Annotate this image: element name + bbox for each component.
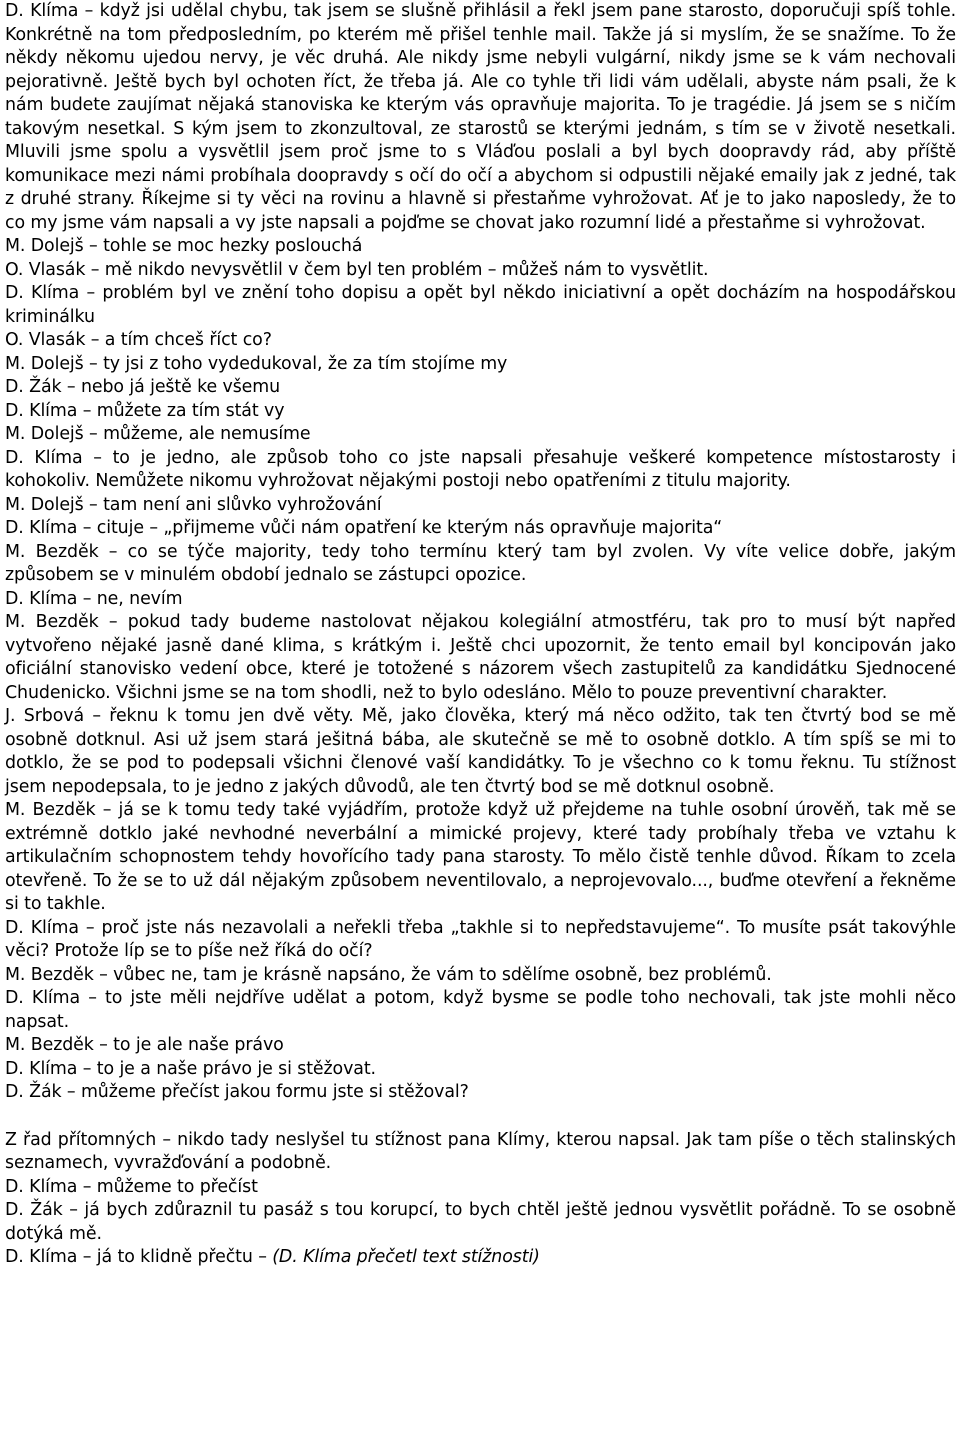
paragraph-text: – to je a naše právo je si stěžovat.: [77, 1058, 376, 1079]
paragraph-text: – tohle se moc hezky poslouchá: [83, 236, 363, 256]
paragraph-text: – já bych zdůraznil tu pasáž s tou korupcí, to bych chtěl ještě jednou vysvětlit pořádně. To se osobně dotýká mě.: [5, 1200, 956, 1244]
speaker-name: D. Klíma: [5, 1058, 78, 1079]
transcript-paragraph: [5, 235, 956, 259]
speaker-name: M. Bezděk: [5, 612, 99, 632]
transcript-paragraph: [5, 964, 956, 988]
speaker-name: D. Klíma: [5, 1176, 78, 1197]
speaker-name: M. Bezděk: [5, 800, 96, 820]
speaker-name: D. Klíma: [5, 588, 78, 609]
paragraph-text: – ty jsi z toho vydedukoval, že za tím stojíme my: [83, 353, 508, 374]
transcript-paragraph: [5, 494, 956, 518]
paragraph-text: – vůbec ne, tam je krásně napsáno, že vám to sdělíme osobně, bez problémů.: [93, 964, 772, 985]
speaker-name: J. Srbová: [5, 706, 85, 726]
transcript-paragraph: [5, 1246, 956, 1270]
transcript-paragraph: [5, 423, 956, 447]
transcript-paragraph: [5, 1129, 956, 1176]
speaker-name: D. Klíma: [5, 1, 79, 21]
paragraph-text: – můžeme přečíst jakou formu jste si stěžoval?: [61, 1082, 469, 1102]
paragraph-text: – můžete za tím stát vy: [77, 400, 285, 421]
paragraph-text: – cituje – „přijmeme vůči nám opatření ke kterým nás opravňuje majorita“: [77, 518, 723, 538]
paragraph-text: – když jsi udělal chybu, tak jsem se slušně přihlásil a řekl jsem pane starosto, doporučuji spíš tohle. Konkrétně na tom předposledním, po kterém mě přišel tenhle mail. Takže já si myslím, že se snažíme. To že někdy někomu ujedou nervy, je věc druhá. Ale nikdy jsme nebyli vulgární, nikdy jsme se k vám nechovali pejorativně. Ještě bych byl ochoten říct, že třeba já. Ale co tyhle tři lidi vám udělali, abyste nám psali, že k nám budete zaujímat nějaká stanoviska ke kterým vás opravňuje majorita. To je tragédie. Já jsem se s ničím takovým nesetkal. S kým jsem to zkonzultoval, ze starostů se kterými jednám, s tím se v životě nesetkali. Mluvili jsme spolu a vysvětlil jsem proč jsme to s Vláďou poslali a byl bych doopravdy rád, aby příště komunikace mezi námi probíhala doopravdy s očí do očí a abychom si odpustili nějaké emaily jak z jedné, tak z druhé strany. Říkejme si ty věci na rovinu a hlavně si přestaňme vyhrožovat. Ať je to jako naposledy, že to co my jsme vám napsali a vy jste napsali a pojďme se chovat jako rozumní lidé a přestaňme si vyhrožovat.: [5, 1, 956, 233]
transcript-paragraph: [5, 1199, 956, 1246]
paragraph-text: – ne, nevím: [77, 588, 183, 609]
stage-note: (D. Klíma přečetl text stížnosti): [272, 1247, 540, 1267]
transcript-paragraph: [5, 799, 956, 917]
paragraph-text: – můžeme to přečíst: [77, 1176, 258, 1197]
speaker-name: M. Dolejš: [5, 424, 84, 444]
transcript-paragraph: [5, 1034, 956, 1058]
transcript-paragraph: [5, 329, 956, 353]
speaker-name: O. Vlasák: [5, 330, 86, 350]
paragraph-text: – to je jedno, ale způsob toho co jste napsali přesahuje veškeré kompetence místostarosty i kohokoliv. Nemůžete nikomu vyhrožovat nějakými postoji nebo opatřeními z titulu majority.: [5, 447, 957, 491]
transcript-paragraph: [5, 0, 956, 235]
speaker-name: D. Žák: [5, 1082, 62, 1102]
paragraph-text: – tam není ani slůvko vyhrožování: [83, 494, 382, 515]
transcript-paragraph: [5, 400, 956, 424]
speaker-name: D. Klíma: [5, 988, 81, 1008]
paragraph-text: – problém byl ve znění toho dopisu a opět byl někdo iniciativní a opět docházím na hospodářskou kriminálku: [5, 283, 957, 327]
speaker-name: D. Klíma: [5, 1247, 78, 1267]
speaker-name: M. Dolejš: [5, 236, 84, 256]
transcript-paragraph: [5, 1081, 956, 1105]
transcript-paragraph: [5, 917, 956, 964]
speaker-name: D. Žák: [5, 377, 62, 397]
transcript-paragraph: [5, 588, 956, 612]
speaker-name: D. Klíma: [5, 447, 83, 468]
paragraph-text: – mě nikdo nevysvětlil v čem byl ten problém – můžeš nám to vysvětlit.: [85, 259, 709, 280]
speaker-name: M. Bezděk: [5, 964, 94, 985]
paragraph-text: – já se k tomu tedy také vyjádřím, protože když už přejdeme na tuhle osobní úrověň, tak mě se extrémně dotklo jaké nevhodné neverbální a mimické projevy, které tady probíhaly třeba ve vztahu k artikulačním schopnostem tehdy hovořícího tady pana starosty. To mělo čistě tenhle důvod. Říkam to zcela otevřeně. To že se to už dál nějakým způsobem neventilovalo, a neprojevovalo..., buďme otevření a řekněme si to takhle.: [5, 800, 956, 914]
paragraph-text: – to jste měli nejdříve udělat a potom, když bysme se podle toho nechovali, tak jste mohli něco napsat.: [5, 988, 957, 1032]
transcript-paragraph: [5, 353, 956, 377]
transcript-paragraph: [5, 259, 956, 283]
paragraph-text: – a tím chceš říct co?: [85, 330, 272, 350]
speaker-name: D. Klíma: [5, 400, 78, 421]
paragraph-text: – řeknu k tomu jen dvě věty. Mě, jako člověka, který má něco odžito, tak ten čtvrtý bod se mě osobně dotknul. Asi už jsem stará ješitná bába, ale skutečně se mě to osobně dotklo. A tím spíš se mi to dotklo, že se pod to podepsali všichni členové vaší kandidátky. To je všechno co k tomu řeknu. Tu stížnost jsem nepodepsala, to je jedno z jakých důvodů, ale ten čtvrtý bod se mě dotknul osobně.: [5, 706, 956, 797]
speaker-name: D. Žák: [5, 1200, 63, 1220]
speaker-name: M. Bezděk: [5, 541, 99, 562]
transcript-paragraph: [5, 541, 956, 588]
paragraph-text: – nebo já ještě ke všemu: [61, 377, 281, 397]
transcript-paragraph: [5, 376, 956, 400]
speaker-name: M. Dolejš: [5, 353, 84, 374]
speaker-name: O. Vlasák: [5, 259, 86, 280]
transcript-paragraph: [5, 282, 956, 329]
speaker-name: M. Bezděk: [5, 1035, 94, 1055]
paragraph-text: – já to klidně přečtu –: [77, 1247, 273, 1267]
paragraph-text: – pokud tady budeme nastolovat nějakou kolegiální atmostféru, tak pro to musí být napřed vytvořeno nějaké jasně dané klima, s krátkým i. Ještě chci upozornit, že tento email byl koncipován jako oficiální stanovisko vedení obce, které je totožené s názorem všech zastupitelů za kandidátku Sjednocené Chudenicko. Všichni jsme se na tom shodli, než to bylo odesláno. Mělo to pouze preventivní charakter.: [5, 612, 956, 703]
paragraph-text: – můžeme, ale nemusíme: [83, 424, 311, 444]
transcript-paragraph: [5, 611, 956, 705]
transcript-paragraph: [5, 447, 956, 494]
paragraph-text: Z řad přítomných – nikdo tady neslyšel tu stížnost pana Klímy, kterou napsal. Jak tam píše o těch stalinských seznamech, vyvražďování a podobně.: [5, 1129, 956, 1173]
transcript-paragraph: [5, 1058, 956, 1082]
transcript-paragraph: [5, 517, 956, 541]
paragraph-text: – proč jste nás nezavolali a neřekli třeba „takhle si to nepředstavujeme“. To musíte psát takovýhle věci? Protože líp se to píše než říká do očí?: [5, 917, 956, 961]
transcript-paragraph: [5, 705, 956, 799]
transcript-paragraph: [5, 1176, 956, 1200]
speaker-name: D. Klíma: [5, 917, 79, 938]
speaker-name: M. Dolejš: [5, 494, 84, 515]
paragraph-text: – co se týče majority, tedy toho termínu který tam byl zvolen. Vy víte velice dobře, jakým způsobem se v minulém období jednalo se zástupci opozice.: [5, 541, 956, 585]
paragraph-text: – to je ale naše právo: [93, 1035, 284, 1055]
speaker-name: D. Klíma: [5, 518, 78, 538]
transcript-paragraph: [5, 987, 956, 1034]
speaker-name: D. Klíma: [5, 283, 80, 303]
